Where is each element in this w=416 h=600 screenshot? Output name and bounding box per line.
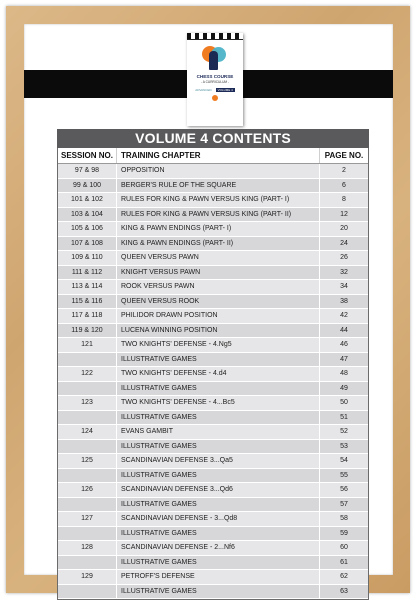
table-row [58,266,368,281]
page-cell: 12 [340,210,348,218]
chapter-cell: OPPOSITION [117,164,320,178]
table-row [58,309,368,324]
table-row [58,396,368,411]
session-cell [58,556,117,570]
page-cell: 32 [340,268,348,276]
session-cell [58,585,117,599]
table-header-row [58,148,368,164]
page-cell: 61 [340,558,348,566]
session-cell [58,440,117,454]
chapter-cell: ROOK VERSUS PAWN [117,280,320,294]
session-cell: 126 [58,483,117,497]
page-cell: 46 [340,341,348,348]
contents-title: VOLUME 4 CONTENTS [57,129,369,148]
book-subtitle: - A CURRICULUM - [201,80,229,84]
chapter-cell: ILLUSTRATIVE GAMES [117,440,320,454]
chapter-cell: ILLUSTRATIVE GAMES [117,353,320,367]
page-cell: 44 [340,326,348,334]
page-cell: 34 [340,283,348,290]
page-cell: 57 [340,500,348,508]
session-cell: 99 & 100 [58,179,117,193]
chapter-cell: ILLUSTRATIVE GAMES [117,527,320,541]
chapter-cell: KNIGHT VERSUS PAWN [117,266,320,280]
book-meta [187,88,243,92]
book-level: ADVANCED [195,88,212,92]
chapter-cell: ILLUSTRATIVE GAMES [117,556,320,570]
page-cell: 51 [340,413,348,421]
book-dot-icon [212,95,218,101]
page-cell: 48 [340,370,348,377]
table-row [58,527,368,542]
wooden-picture-frame [6,6,410,593]
session-cell: 127 [58,512,117,526]
table-row [58,585,368,600]
page-cell: 50 [340,399,348,406]
table-row [58,440,368,455]
chapter-cell: EVANS GAMBIT [117,425,320,439]
session-cell: 124 [58,425,117,439]
table-row [58,237,368,252]
table-row [58,556,368,571]
table-row [58,193,368,208]
page-cell: 62 [340,573,348,580]
session-cell: 113 & 114 [58,280,117,294]
page-cell: 20 [340,225,348,232]
page-cell: 58 [340,515,348,522]
chapter-cell: SCANDINAVIAN DEFENSE - 2...Nf6 [117,541,320,555]
page-cell: 2 [342,167,346,174]
page-cell: 63 [340,587,348,595]
session-cell [58,353,117,367]
session-cell: 125 [58,454,117,468]
header-page: PAGE NO. [324,151,364,160]
page-cell: 52 [340,428,348,435]
table-row [58,208,368,223]
table-row [58,469,368,484]
chapter-cell: ILLUSTRATIVE GAMES [117,411,320,425]
session-cell: 105 & 106 [58,222,117,236]
table-row [58,280,368,295]
chapter-cell: BERGER'S RULE OF THE SQUARE [117,179,320,193]
chapter-cell: SCANDINAVIAN DEFENSE - 3...Qd8 [117,512,320,526]
session-cell: 103 & 104 [58,208,117,222]
page-cell: 56 [340,486,348,493]
chapter-cell: QUEEN VERSUS PAWN [117,251,320,265]
chapter-cell: PHILIDOR DRAWN POSITION [117,309,320,323]
header-chapter: TRAINING CHAPTER [117,148,320,163]
session-cell: 129 [58,570,117,584]
chapter-cell: LUCENA WINNING POSITION [117,324,320,338]
chapter-cell: KING & PAWN ENDINGS (PART- I) [117,222,320,236]
session-cell [58,411,117,425]
table-row [58,454,368,469]
session-cell: 107 & 108 [58,237,117,251]
table-row [58,222,368,237]
table-row [58,498,368,513]
table-row [58,382,368,397]
session-cell: 128 [58,541,117,555]
chess-logo-icon [187,40,243,74]
contents-table [57,129,369,600]
contents-body [57,148,369,600]
session-cell: 109 & 110 [58,251,117,265]
table-rows [58,164,368,599]
page-cell: 8 [342,196,346,203]
table-row [58,483,368,498]
chapter-cell: TWO KNIGHTS' DEFENSE - 4...Bc5 [117,396,320,410]
chapter-cell: RULES FOR KING & PAWN VERSUS KING (PART- II) [117,208,320,222]
session-cell: 121 [58,338,117,352]
table-row [58,324,368,339]
page-cell: 26 [340,254,348,261]
table-row [58,164,368,179]
table-row [58,295,368,310]
session-cell: 115 & 116 [58,295,117,309]
chapter-cell: ILLUSTRATIVE GAMES [117,498,320,512]
table-row [58,179,368,194]
table-row [58,411,368,426]
session-cell [58,469,117,483]
header-session: SESSION NO. [58,148,117,163]
chapter-cell: SCANDINAVIAN DEFENSE 3...Qa5 [117,454,320,468]
checkerboard-strip [187,33,243,40]
table-row [58,512,368,527]
page-cell: 38 [340,297,348,305]
session-cell: 119 & 120 [58,324,117,338]
book-cover-image [187,33,243,126]
page-cell: 47 [340,355,348,363]
session-cell: 101 & 102 [58,193,117,207]
chapter-cell: ILLUSTRATIVE GAMES [117,382,320,396]
page-cell: 49 [340,384,348,392]
table-row [58,353,368,368]
chapter-cell: ILLUSTRATIVE GAMES [117,469,320,483]
table-row [58,251,368,266]
book-title: CHESS COURSE [196,74,234,79]
page-cell: 55 [340,471,348,479]
table-row [58,338,368,353]
chapter-cell: QUEEN VERSUS ROOK [117,295,320,309]
page-cell: 42 [340,312,348,319]
session-cell: 122 [58,367,117,381]
session-cell [58,382,117,396]
session-cell [58,498,117,512]
chapter-cell: TWO KNIGHTS' DEFENSE - 4.Ng5 [117,338,320,352]
chapter-cell: TWO KNIGHTS' DEFENSE - 4.d4 [117,367,320,381]
session-cell [58,527,117,541]
chapter-cell: ILLUSTRATIVE GAMES [117,585,320,599]
table-row [58,425,368,440]
page-cell: 54 [340,457,348,464]
book-volume: VOLUME 4 [217,88,233,92]
poster [24,24,393,595]
chapter-cell: PETROFF'S DEFENSE [117,570,320,584]
session-cell: 123 [58,396,117,410]
chapter-cell: SCANDINAVIAN DEFENSE 3...Qd6 [117,483,320,497]
page-cell: 60 [340,544,348,551]
session-cell: 97 & 98 [58,164,117,178]
table-row [58,570,368,585]
page-cell: 59 [340,529,348,537]
chapter-cell: KING & PAWN ENDINGS (PART- II) [117,237,320,251]
table-row [58,541,368,556]
page-cell: 53 [340,442,348,450]
session-cell: 117 & 118 [58,309,117,323]
page-cell: 24 [340,239,348,247]
session-cell: 111 & 112 [58,266,117,280]
table-row [58,367,368,382]
page-cell: 6 [342,181,346,189]
chapter-cell: RULES FOR KING & PAWN VERSUS KING (PART- I) [117,193,320,207]
